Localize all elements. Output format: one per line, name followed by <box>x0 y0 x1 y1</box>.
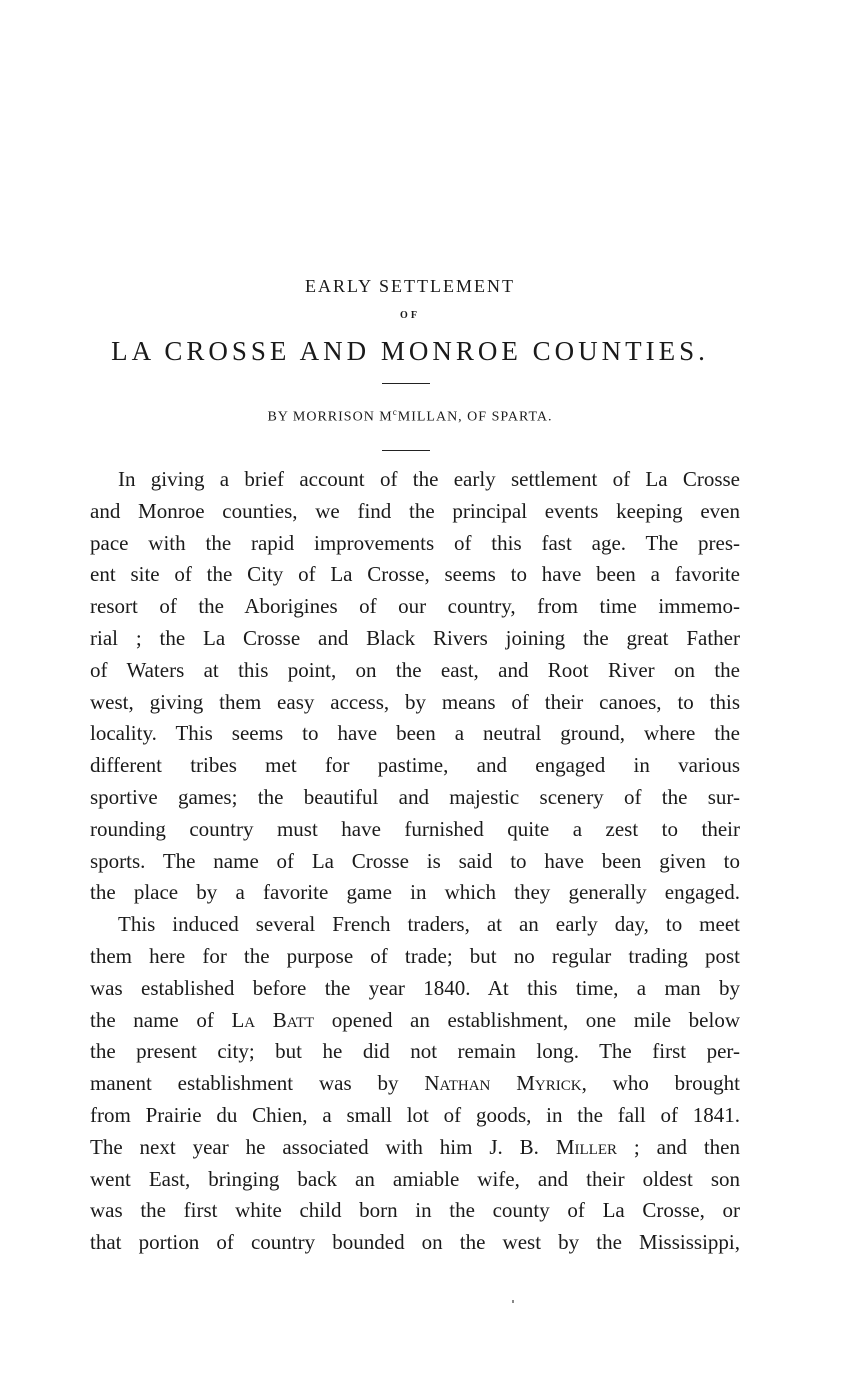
text-line <box>90 1132 740 1164</box>
person-name: Miller <box>555 1134 617 1159</box>
text-line: and Monroe counties, we find the principal events keeping even <box>90 498 740 523</box>
person-name: Nathan Myrick <box>424 1071 582 1096</box>
text-line: ent site of the City of La Crosse, seems to have been a favorite <box>90 562 740 587</box>
divider-rule <box>382 383 430 384</box>
text-line: different tribes met for pastime, and engaged in various <box>90 753 740 778</box>
title-early-settlement: EARLY SETTLEMENT <box>304 276 515 296</box>
text-line: was established before the year 1840. At this time, a man by <box>90 975 740 1000</box>
text-line: went East, bringing back an amiable wife, and their oldest son <box>90 1166 740 1191</box>
page-title: LA CROSSE AND MONROE COUNTIES. <box>111 336 709 366</box>
text-line: was the first white child born in the county of La Crosse, or <box>90 1198 740 1223</box>
paragraph-1 <box>90 464 740 909</box>
text-fragment: , who brought <box>581 1071 741 1096</box>
title-of: OF <box>400 310 420 321</box>
text-line <box>90 1005 740 1037</box>
text-fragment: opened an establishment, one mile below <box>314 1007 740 1032</box>
text-fragment: manent establishment was by <box>90 1071 425 1096</box>
text-line: that portion of country bounded on the west by the Mississippi, <box>90 1230 740 1255</box>
text-line: sports. The name of La Crosse is said to have been given to <box>90 848 740 873</box>
text-line: pace with the rapid improvements of this fast age. The pres- <box>90 530 740 555</box>
text-line: them here for the purpose of trade; but no regular trading post <box>90 943 740 968</box>
byline-prefix: BY MORRISON M <box>267 409 393 425</box>
text-line: rial ; the La Crosse and Black Rivers joining the great Father <box>90 625 740 650</box>
text-line: In giving a brief account of the early settlement of La Crosse <box>118 467 740 491</box>
author-byline <box>0 407 820 426</box>
text-line: locality. This seems to have been a neutral ground, where the <box>90 721 740 746</box>
text-line: from Prairie du Chien, a small lot of goods, in the fall of 1841. <box>90 1102 740 1127</box>
divider-rule <box>382 450 430 451</box>
byline-superscript: c <box>392 407 398 417</box>
byline-suffix: MILLAN, OF SPARTA. <box>397 409 553 425</box>
text-line: the place by a favorite game in which they generally engaged. <box>90 880 740 905</box>
text-line: This induced several French traders, at an early day, to meet <box>118 912 740 937</box>
text-line: sportive games; the beautiful and majestic scenery of the sur- <box>90 784 740 809</box>
text-line: resort of the Aborigines of our country, from time immemo- <box>90 594 740 619</box>
text-line <box>90 1068 740 1100</box>
ink-speck <box>512 1300 514 1303</box>
text-fragment: The next year he associated with him J. B. <box>90 1134 556 1159</box>
text-fragment: ; and then <box>617 1134 741 1159</box>
text-line: of Waters at this point, on the east, and Root River on the <box>90 657 740 682</box>
person-name: La Batt <box>231 1007 315 1032</box>
paragraph-2 <box>90 909 740 1259</box>
text-line: rounding country must have furnished quite a zest to their <box>90 816 740 841</box>
text-fragment: the name of <box>90 1007 232 1032</box>
body-text <box>90 464 740 1259</box>
text-line: west, giving them easy access, by means of their canoes, to this <box>90 689 740 714</box>
text-line: the present city; but he did not remain long. The first per- <box>90 1039 740 1064</box>
